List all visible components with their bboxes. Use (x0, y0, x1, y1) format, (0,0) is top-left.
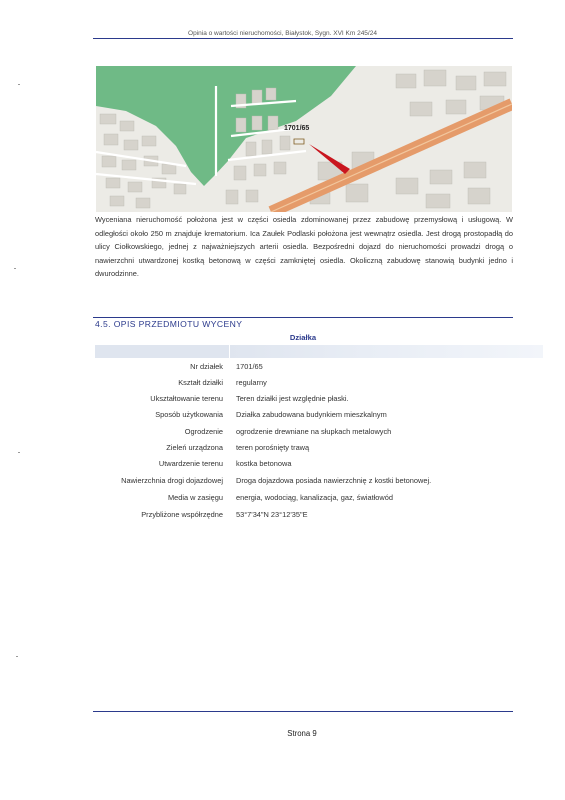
row-value: kostka betonowa (236, 459, 292, 468)
table-row (95, 378, 515, 394)
row-value: 53°7'34"N 23°12'35"E (236, 510, 308, 519)
table-header-band (95, 345, 543, 358)
row-value: Działka zabudowana budynkiem mieszkalnym (236, 410, 387, 419)
row-label: Nr działek (190, 362, 223, 371)
row-label: Sposób użytkowania (155, 410, 223, 419)
location-map (96, 66, 512, 212)
margin-mark (18, 84, 20, 85)
table-title: Działka (289, 333, 317, 342)
row-value: regularny (236, 378, 267, 387)
document-header: Opinia o wartości nieruchomości, Białystok, Sygn. XVI Km 245/24 (188, 30, 377, 37)
table-row (95, 394, 515, 410)
table-row (95, 362, 515, 378)
row-label: Utwardzenie terenu (158, 459, 223, 468)
row-value: teren porośnięty trawą (236, 443, 310, 452)
section-title: 4.5. OPIS PRZEDMIOTU WYCENY (95, 319, 243, 329)
row-value: Droga dojazdowa posiada nawierzchnię z kostki betonowej. (236, 476, 432, 485)
row-label: Kształt działki (178, 378, 223, 387)
table-row (95, 410, 515, 426)
table-row (95, 459, 515, 475)
map-image (96, 66, 512, 212)
row-value: energia, wodociąg, kanalizacja, gaz, światłowód (236, 493, 393, 502)
intro-paragraph: Wyceniana nieruchomość położona jest w części osiedla zdominowanej przez zabudowę przemysłową i usługową. W odległości około 250 m znajduje krematorium. Ica Zaułek Podlaski położona jest wewnątrz osiedla. Jest drogą prostopadłą do ulicy Ciołkowskiego, jednej z najważniejszych arterii osiedla. Bezpośredni dojazd do nieruchomości prowadzi drogą o nawierzchni utwardzonej kostką betonową w części zamkniętej osiedla. Okoliczną zabudowę stanowią budynki jedno i dwurodzinne. (95, 215, 513, 278)
footer-divider (93, 711, 513, 712)
row-label: Ukształtowanie terenu (150, 394, 223, 403)
table-row (95, 510, 515, 526)
margin-mark (14, 268, 16, 269)
table-row (95, 443, 515, 459)
row-label: Media w zasięgu (167, 493, 223, 502)
row-label: Nawierzchnia drogi dojazdowej (121, 476, 223, 485)
row-label: Ogrodzenie (184, 427, 223, 436)
row-label: Zieleń urządzona (166, 443, 223, 452)
row-value: ogrodzenie drewniane na słupkach metalowych (236, 427, 392, 436)
table-row (95, 427, 515, 443)
parcel-label: 1701/65 (284, 125, 310, 132)
table-row (95, 493, 515, 509)
header-divider (93, 38, 513, 39)
margin-mark (18, 452, 20, 453)
row-value: Teren działki jest względnie płaski. (236, 394, 349, 403)
table-row (95, 476, 515, 492)
page-number: Strona 9 (287, 729, 317, 738)
row-label: Przybliżone współrzędne (141, 510, 223, 519)
section-divider (93, 317, 513, 318)
row-value: 1701/65 (236, 362, 263, 371)
margin-mark (16, 656, 18, 657)
table-header-separator (229, 345, 230, 358)
